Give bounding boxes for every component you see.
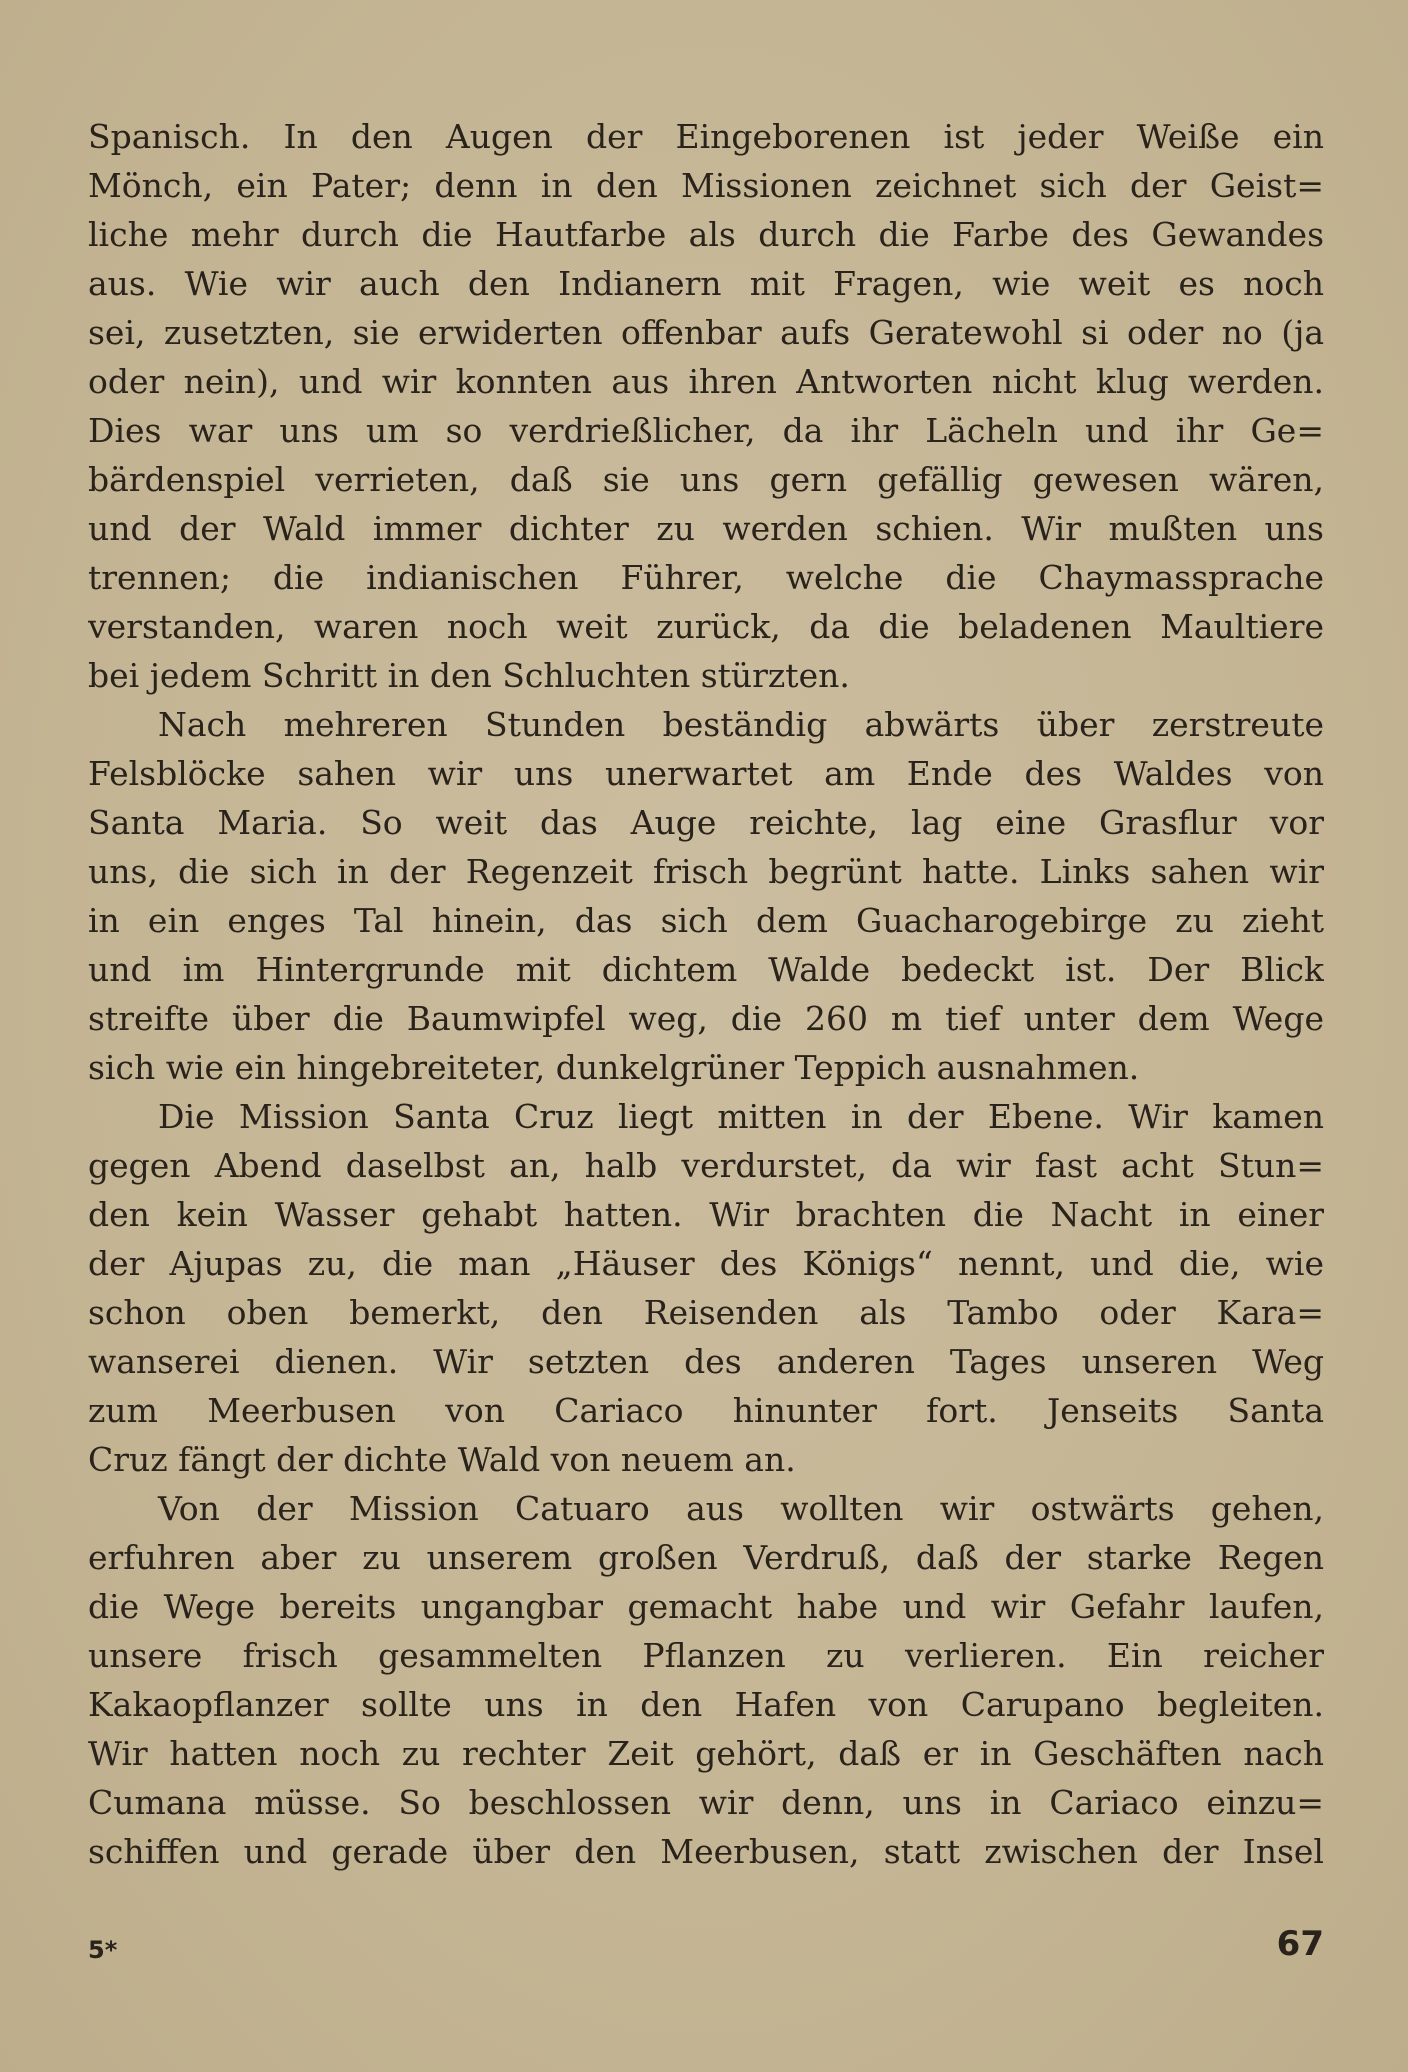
text-line: liche mehr durch die Hautfarbe als durch die Farbe des Gewandes <box>88 215 1324 254</box>
text-line: bei jedem Schritt in den Schluchten stürzten. <box>88 656 850 695</box>
text-line: bärdenspiel verrieten, daß sie uns gern gefällig gewesen wären, <box>88 460 1324 499</box>
text-line: Die Mission Santa Cruz liegt mitten in der Ebene. Wir kamen <box>158 1097 1324 1136</box>
text-line: Mönch, ein Pater; denn in den Missionen zeichnet sich der Geist= <box>88 166 1324 205</box>
text-line: uns, die sich in der Regenzeit frisch begrünt hatte. Links sahen wir <box>88 852 1324 891</box>
text-line: Cumana müsse. So beschlossen wir denn, uns in Cariaco einzu= <box>88 1783 1324 1822</box>
page-body <box>88 112 1324 1876</box>
text-line: der Ajupas zu, die man „Häuser des Königs“ nennt, und die, wie <box>88 1244 1324 1283</box>
text-line: und im Hintergrunde mit dichtem Walde bedeckt ist. Der Blick <box>88 950 1324 989</box>
text-line: gegen Abend daselbst an, halb verdurstet, da wir fast acht Stun= <box>88 1146 1324 1185</box>
text-line: aus. Wie wir auch den Indianern mit Fragen, wie weit es noch <box>88 264 1324 303</box>
page-number: 67 <box>1276 1924 1324 1964</box>
text-line: Kakaopflanzer sollte uns in den Hafen von Carupano begleiten. <box>88 1685 1324 1724</box>
text-line: Santa Maria. So weit das Auge reichte, lag eine Grasflur vor <box>88 803 1324 842</box>
text-line: Spanisch. In den Augen der Eingeborenen ist jeder Weiße ein <box>88 117 1324 156</box>
text-line: verstanden, waren noch weit zurück, da die beladenen Maultiere <box>88 607 1324 646</box>
text-line: und der Wald immer dichter zu werden schien. Wir mußten uns <box>88 509 1324 548</box>
text-line: schon oben bemerkt, den Reisenden als Tambo oder Kara= <box>88 1293 1324 1332</box>
text-line: Dies war uns um so verdrießlicher, da ihr Lächeln und ihr Ge= <box>88 411 1324 450</box>
text-line: sei, zusetzten, sie erwiderten offenbar aufs Geratewohl si oder no (ja <box>88 313 1324 352</box>
text-line: streifte über die Baumwipfel weg, die 260 m tief unter dem Wege <box>88 999 1324 1038</box>
text-line: Wir hatten noch zu rechter Zeit gehört, daß er in Geschäften nach <box>88 1734 1324 1773</box>
text-line: den kein Wasser gehabt hatten. Wir brachten die Nacht in einer <box>88 1195 1324 1234</box>
text-line: Cruz fängt der dichte Wald von neuem an. <box>88 1440 796 1479</box>
text-line: die Wege bereits ungangbar gemacht habe und wir Gefahr laufen, <box>88 1587 1324 1626</box>
text-line: sich wie ein hingebreiteter, dunkelgrüner Teppich ausnahmen. <box>88 1048 1140 1087</box>
text-line: wanserei dienen. Wir setzten des anderen Tages unseren Weg <box>88 1342 1324 1381</box>
text-line: erfuhren aber zu unserem großen Verdruß, daß der starke Regen <box>88 1538 1324 1577</box>
text-line: Felsblöcke sahen wir uns unerwartet am Ende des Waldes von <box>88 754 1324 793</box>
text-line: oder nein), und wir konnten aus ihren Antworten nicht klug werden. <box>88 362 1324 401</box>
text-line: Nach mehreren Stunden beständig abwärts über zerstreute <box>158 705 1324 744</box>
text-line: schiffen und gerade über den Meerbusen, statt zwischen der Insel <box>88 1832 1324 1871</box>
text-line: Von der Mission Catuaro aus wollten wir ostwärts gehen, <box>158 1489 1324 1528</box>
text-line: zum Meerbusen von Cariaco hinunter fort. Jenseits Santa <box>88 1391 1324 1430</box>
signature-mark: 5* <box>88 1936 118 1964</box>
page-footer <box>88 1924 1324 1964</box>
text-line: in ein enges Tal hinein, das sich dem Guacharogebirge zu zieht <box>88 901 1324 940</box>
text-line: unsere frisch gesammelten Pflanzen zu verlieren. Ein reicher <box>88 1636 1324 1675</box>
text-line: trennen; die indianischen Führer, welche die Chaymassprache <box>88 558 1324 597</box>
